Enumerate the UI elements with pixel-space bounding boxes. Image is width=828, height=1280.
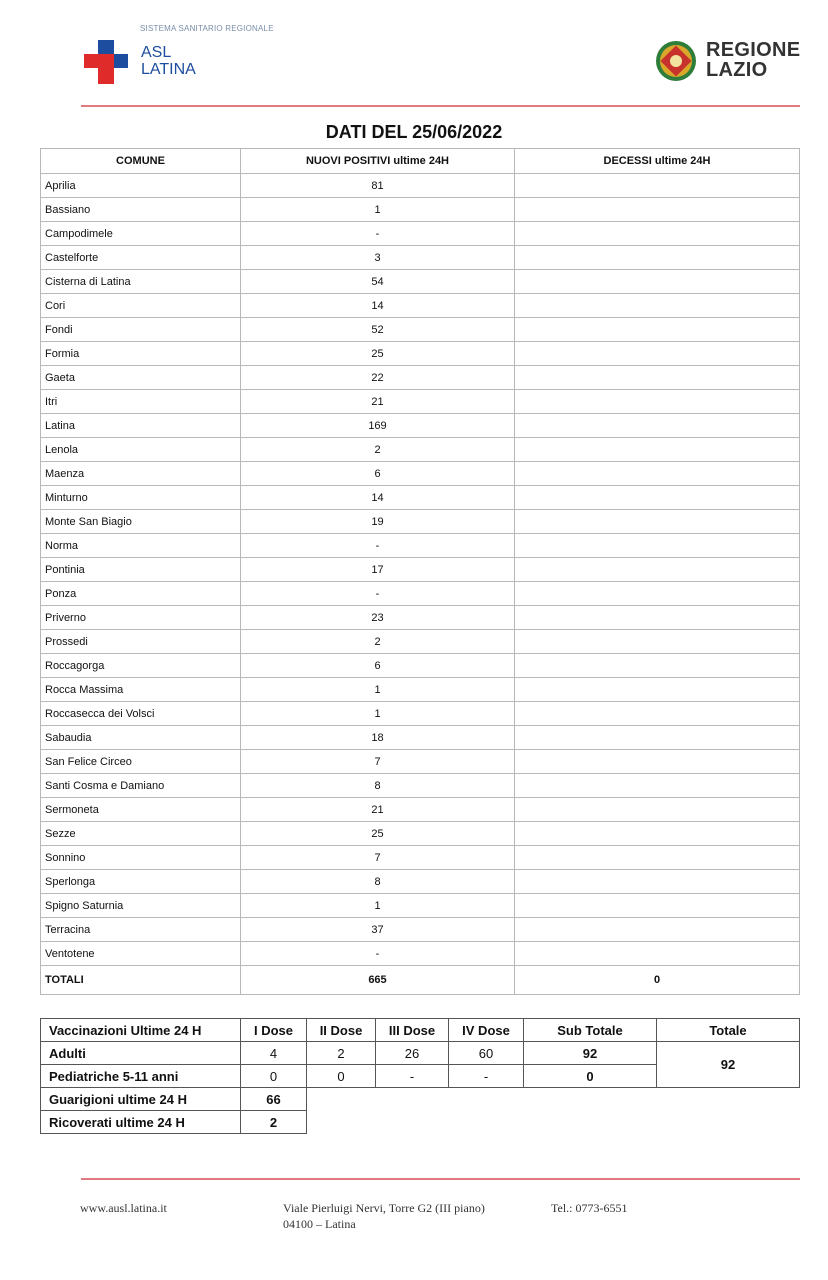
cell-decessi	[515, 318, 800, 342]
cell-positivi: -	[241, 222, 515, 246]
cell-comune: Sezze	[41, 822, 241, 846]
column-header-positivi: NUOVI POSITIVI ultime 24H	[241, 149, 515, 174]
table-row	[41, 678, 800, 702]
cell-decessi	[515, 774, 800, 798]
pediatriche-subtotale: 0	[524, 1065, 657, 1088]
cell-positivi: 14	[241, 486, 515, 510]
adulti-d2: 2	[307, 1042, 376, 1065]
cell-decessi	[515, 534, 800, 558]
column-header-decessi: DECESSI ultime 24H	[515, 149, 800, 174]
header-divider	[81, 105, 800, 107]
cell-positivi: 7	[241, 846, 515, 870]
pediatriche-d4: -	[449, 1065, 524, 1088]
cell-decessi	[515, 846, 800, 870]
cell-positivi: 22	[241, 366, 515, 390]
guarigioni-row	[41, 1088, 800, 1111]
cell-comune: Maenza	[41, 462, 241, 486]
cell-positivi: 1	[241, 198, 515, 222]
cell-comune: Cori	[41, 294, 241, 318]
cell-comune: Bassiano	[41, 198, 241, 222]
table-row	[41, 438, 800, 462]
cell-decessi	[515, 822, 800, 846]
vaccinations-table	[40, 1018, 800, 1134]
cell-decessi	[515, 894, 800, 918]
table-row	[41, 654, 800, 678]
cell-comune: Terracina	[41, 918, 241, 942]
table-row	[41, 198, 800, 222]
vaccinations-header-row	[41, 1019, 800, 1042]
cell-decessi	[515, 630, 800, 654]
cell-decessi	[515, 678, 800, 702]
cell-comune: Pontinia	[41, 558, 241, 582]
cell-comune: Formia	[41, 342, 241, 366]
cell-comune: Sermoneta	[41, 798, 241, 822]
cell-comune: Castelforte	[41, 246, 241, 270]
ricoverati-value: 2	[241, 1111, 307, 1134]
cell-positivi: 18	[241, 726, 515, 750]
cell-comune: Itri	[41, 390, 241, 414]
pediatriche-d2: 0	[307, 1065, 376, 1088]
vaccinations-header-label: Vaccinazioni Ultime 24 H	[41, 1019, 241, 1042]
asl-line1: ASL	[141, 44, 172, 61]
asl-logo-text	[141, 44, 196, 78]
cell-decessi	[515, 942, 800, 966]
cell-decessi	[515, 654, 800, 678]
cell-positivi: 2	[241, 630, 515, 654]
regione-lazio-emblem-icon	[655, 40, 697, 82]
cell-positivi: 14	[241, 294, 515, 318]
table-row	[41, 870, 800, 894]
cell-positivi: 3	[241, 246, 515, 270]
adulti-subtotale: 92	[524, 1042, 657, 1065]
cell-decessi	[515, 750, 800, 774]
cell-comune: Aprilia	[41, 174, 241, 198]
table-row	[41, 222, 800, 246]
region-line2: LAZIO	[706, 59, 768, 81]
cell-positivi: 23	[241, 606, 515, 630]
table-row	[41, 606, 800, 630]
footer-divider	[81, 1178, 800, 1180]
table-row	[41, 270, 800, 294]
adulti-d3: 26	[376, 1042, 449, 1065]
footer-address-line1: Viale Pierluigi Nervi, Torre G2 (III piano)	[283, 1201, 485, 1215]
table-row	[41, 630, 800, 654]
footer-website[interactable]: www.ausl.latina.it	[80, 1201, 167, 1215]
cell-comune: Norma	[41, 534, 241, 558]
cell-comune: Lenola	[41, 438, 241, 462]
table-row	[41, 558, 800, 582]
cell-positivi: 54	[241, 270, 515, 294]
cell-comune: Roccagorga	[41, 654, 241, 678]
cell-positivi: 1	[241, 702, 515, 726]
table-row	[41, 294, 800, 318]
cell-positivi: -	[241, 582, 515, 606]
table-row	[41, 750, 800, 774]
cell-decessi	[515, 486, 800, 510]
table-row	[41, 798, 800, 822]
cell-positivi: 8	[241, 870, 515, 894]
cell-decessi	[515, 462, 800, 486]
cell-comune: Cisterna di Latina	[41, 270, 241, 294]
cell-decessi	[515, 294, 800, 318]
cell-decessi	[515, 798, 800, 822]
table-row	[41, 582, 800, 606]
totals-decessi: 0	[515, 966, 800, 995]
cell-positivi: 169	[241, 414, 515, 438]
cell-decessi	[515, 438, 800, 462]
header-iv-dose: IV Dose	[449, 1019, 524, 1042]
cell-positivi: 1	[241, 894, 515, 918]
totals-label: TOTALI	[41, 966, 241, 995]
table-row	[41, 774, 800, 798]
cell-comune: Sperlonga	[41, 870, 241, 894]
cell-comune: Fondi	[41, 318, 241, 342]
vaccinations-totale: 92	[657, 1042, 800, 1088]
cell-positivi: 8	[241, 774, 515, 798]
table-row	[41, 534, 800, 558]
cell-comune: Ventotene	[41, 942, 241, 966]
pediatriche-d3: -	[376, 1065, 449, 1088]
cell-decessi	[515, 726, 800, 750]
positivi-table	[40, 148, 800, 995]
asl-subtitle: SISTEMA SANITARIO REGIONALE	[140, 24, 274, 33]
table-header-row	[41, 149, 800, 174]
totals-positivi: 665	[241, 966, 515, 995]
table-row	[41, 510, 800, 534]
totals-row	[41, 966, 800, 995]
ricoverati-row	[41, 1111, 800, 1134]
cell-comune: Roccasecca dei Volsci	[41, 702, 241, 726]
table-row	[41, 174, 800, 198]
cell-comune: Ponza	[41, 582, 241, 606]
table-row	[41, 486, 800, 510]
cell-comune: Latina	[41, 414, 241, 438]
table-row	[41, 246, 800, 270]
cell-decessi	[515, 270, 800, 294]
cell-comune: Prossedi	[41, 630, 241, 654]
cell-positivi: 6	[241, 654, 515, 678]
cell-positivi: 6	[241, 462, 515, 486]
cell-comune: Gaeta	[41, 366, 241, 390]
cell-positivi: 17	[241, 558, 515, 582]
table-row	[41, 822, 800, 846]
cell-positivi: 21	[241, 390, 515, 414]
cell-comune: Sabaudia	[41, 726, 241, 750]
table-row	[41, 342, 800, 366]
cell-decessi	[515, 582, 800, 606]
cell-decessi	[515, 390, 800, 414]
cell-decessi	[515, 918, 800, 942]
cell-positivi: 81	[241, 174, 515, 198]
guarigioni-label: Guarigioni ultime 24 H	[41, 1088, 241, 1111]
cell-decessi	[515, 702, 800, 726]
cell-positivi: 37	[241, 918, 515, 942]
guarigioni-value: 66	[241, 1088, 307, 1111]
cell-decessi	[515, 366, 800, 390]
header-totale: Totale	[657, 1019, 800, 1042]
regione-lazio-logo-text	[706, 40, 800, 80]
cell-positivi: -	[241, 534, 515, 558]
cell-decessi	[515, 558, 800, 582]
table-row	[41, 918, 800, 942]
table-row	[41, 846, 800, 870]
cell-decessi	[515, 198, 800, 222]
cell-positivi: 21	[241, 798, 515, 822]
cell-comune: Minturno	[41, 486, 241, 510]
footer-phone: Tel.: 0773-6551	[551, 1201, 628, 1215]
cell-positivi: 7	[241, 750, 515, 774]
cell-decessi	[515, 510, 800, 534]
cell-comune: Campodimele	[41, 222, 241, 246]
pediatriche-label: Pediatriche 5-11 anni	[41, 1065, 241, 1088]
cell-decessi	[515, 870, 800, 894]
cell-comune: Rocca Massima	[41, 678, 241, 702]
cell-comune: San Felice Circeo	[41, 750, 241, 774]
table-row	[41, 414, 800, 438]
cell-positivi: 1	[241, 678, 515, 702]
table-row	[41, 702, 800, 726]
cell-positivi: 19	[241, 510, 515, 534]
cell-decessi	[515, 606, 800, 630]
cell-decessi	[515, 222, 800, 246]
header-iii-dose: III Dose	[376, 1019, 449, 1042]
cell-decessi	[515, 174, 800, 198]
table-row	[41, 366, 800, 390]
table-row	[41, 390, 800, 414]
ricoverati-label: Ricoverati ultime 24 H	[41, 1111, 241, 1134]
cell-comune: Spigno Saturnia	[41, 894, 241, 918]
adulti-d4: 60	[449, 1042, 524, 1065]
table-row	[41, 726, 800, 750]
header-i-dose: I Dose	[241, 1019, 307, 1042]
cell-positivi: -	[241, 942, 515, 966]
column-header-comune: COMUNE	[41, 149, 241, 174]
region-line1: REGIONE	[706, 39, 801, 61]
cell-comune: Santi Cosma e Damiano	[41, 774, 241, 798]
table-row	[41, 942, 800, 966]
cell-positivi: 25	[241, 822, 515, 846]
cell-positivi: 25	[241, 342, 515, 366]
asl-line2: LATINA	[141, 61, 196, 78]
footer-address-line2: 04100 – Latina	[283, 1217, 356, 1231]
cell-comune: Priverno	[41, 606, 241, 630]
table-row	[41, 894, 800, 918]
cell-decessi	[515, 342, 800, 366]
asl-cross-logo-icon	[84, 40, 130, 84]
cell-positivi: 2	[241, 438, 515, 462]
cell-comune: Sonnino	[41, 846, 241, 870]
adulti-row	[41, 1042, 800, 1065]
adulti-d1: 4	[241, 1042, 307, 1065]
cell-positivi: 52	[241, 318, 515, 342]
cell-comune: Monte San Biagio	[41, 510, 241, 534]
document-title: DATI DEL 25/06/2022	[325, 122, 503, 142]
cell-decessi	[515, 414, 800, 438]
header-sub-totale: Sub Totale	[524, 1019, 657, 1042]
header-ii-dose: II Dose	[307, 1019, 376, 1042]
table-row	[41, 462, 800, 486]
adulti-label: Adulti	[41, 1042, 241, 1065]
cell-decessi	[515, 246, 800, 270]
pediatriche-d1: 0	[241, 1065, 307, 1088]
table-row	[41, 318, 800, 342]
